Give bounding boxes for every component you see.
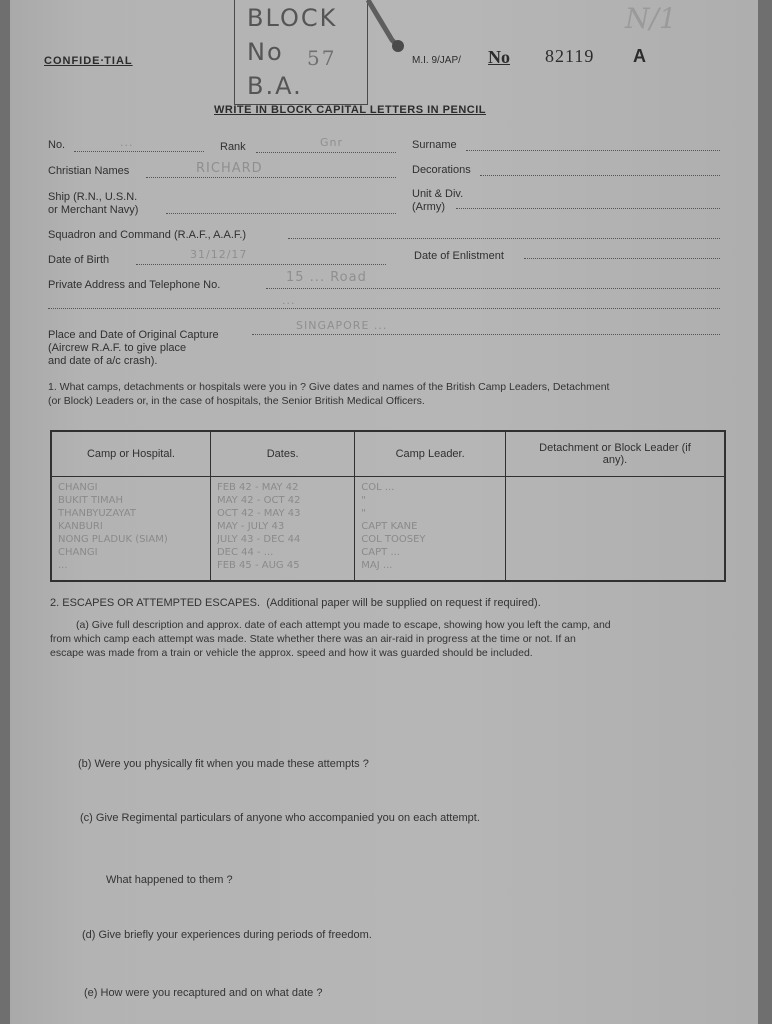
capture-label-1: Place and Date of Original Capture [48,329,219,341]
camp-cell [51,477,210,582]
section2-d: (d) Give briefly your experiences during periods of freedom. [82,929,372,941]
section2-title: 2. ESCAPES OR ATTEMPTED ESCAPES. (Additional paper will be supplied on request if required). [50,597,541,609]
table-row: CAPT ... [361,547,400,558]
table-row: CAPT KANE [361,521,418,532]
rank-line [256,152,396,153]
stamp-number: 57 [307,46,337,70]
no-label-field: No. [48,139,66,151]
table-row: OCT 42 - MAY 43 [216,508,301,519]
camps-table [50,430,726,582]
no-line [74,151,204,152]
table-row: MAY 42 - OCT 42 [216,495,301,506]
stamp-no: No [247,38,284,66]
no-value: ... [120,136,134,149]
section1-question-2: (or Block) Leaders or, in the case of hospitals, the Senior British Medical Officers. [48,395,425,407]
section2-b: (b) Were you physically fit when you made these attempts ? [78,758,369,770]
squadron-line [288,238,720,239]
dob-label: Date of Birth [48,254,110,266]
instruction-heading: WRITE IN BLOCK CAPITAL LETTERS IN PENCIL [214,104,486,116]
section2-a-line-1: (a) Give full description and approx. date of each attempt you made to escape, showing how you left the camp, and [76,619,611,631]
detachment-cell [505,477,725,582]
dates-cell [210,477,354,582]
table-row: " [361,495,366,506]
surname-label: Surname [412,139,457,151]
ship-line [166,213,396,214]
rank-value: Gnr [320,136,344,149]
corner-mark: N/1 [625,2,677,35]
capture-value: SINGAPORE ... [296,319,388,332]
address-line-2 [48,308,720,309]
table-row: THANBYUZAYAT [58,508,136,519]
address-value-1: 15 ... Road [286,270,367,285]
rank-label: Rank [220,141,246,153]
section2-a-line-3: escape was made from a train or vehicle the approx. speed and how it was guarded should be included. [50,647,533,659]
table-row: DEC 44 - ... [216,547,274,558]
section2-c-sub: What happened to them ? [106,874,233,886]
dob-line [136,264,386,265]
section1-question-1: 1. What camps, detachments or hospitals were you in ? Give dates and names of the British Camp Leaders, Detachment [48,381,610,393]
enlistment-line [524,258,720,259]
col-camp: Camp or Hospital. [51,431,210,477]
table-row: FEB 42 - MAY 42 [216,482,299,493]
decorations-line [480,175,720,176]
leader-cell [355,477,506,582]
table-row: NONG PLADUK (SIAM) [58,534,168,545]
section2-e: (e) How were you recaptured and on what date ? [84,987,323,999]
address-label: Private Address and Telephone No. [48,279,221,291]
section2-c: (c) Give Regimental particulars of anyone who accompanied you on each attempt. [80,812,480,824]
mi-code: M.I. 9/JAP/ [412,55,461,66]
form-letter: A [633,46,646,66]
stamp-ba: B.A. [247,72,303,100]
table-row: " [361,508,366,519]
table-row: MAY - JULY 43 [216,521,285,532]
unit-label-1: Unit & Div. [412,188,464,200]
decorations-label: Decorations [412,164,471,176]
no-label: No [488,47,510,67]
stamp-block: BLOCK [247,4,338,32]
section2-a-line-2: from which camp each attempt was made. State whether there was an air-raid in progress at the time or not. If an [50,633,576,645]
table-row: CHANGI [58,547,98,558]
unit-line [456,208,720,209]
col-dates: Dates. [210,431,354,477]
address-line-1 [266,288,720,289]
table-row: ... [58,560,68,571]
string-tie [360,0,410,60]
table-row: BUKIT TIMAH [58,495,124,506]
enlistment-label: Date of Enlistment [414,250,504,262]
table-row: JULY 43 - DEC 44 [216,534,301,545]
table-row: FEB 45 - AUG 45 [216,560,300,571]
dob-value: 31/12/17 [190,248,248,261]
capture-label-3: and date of a/c crash). [48,355,158,367]
capture-line [252,334,720,335]
christian-names-label: Christian Names [48,165,130,177]
ship-label-2: or Merchant Navy) [48,204,139,216]
christian-names-line [146,177,396,178]
squadron-label: Squadron and Command (R.A.F., A.A.F.) [48,229,247,241]
form-number: 82119 [545,46,595,66]
table-row: KANBURI [58,521,103,532]
capture-label-2: (Aircrew R.A.F. to give place [48,342,187,354]
table-row: COL TOOSEY [361,534,426,545]
address-value-2: ... [282,294,296,307]
table-row: CHANGI [58,482,98,493]
confidential-label: CONFIDE·TIAL [44,55,133,67]
ship-label-1: Ship (R.N., U.S.N. [48,191,138,203]
unit-label-2: (Army) [412,201,445,213]
block-stamp [234,0,368,105]
table-row: MAJ ... [361,560,393,571]
col-leader: Camp Leader. [355,431,506,477]
table-row: COL ... [361,482,395,493]
christian-names-value: RICHARD [196,161,263,176]
surname-line [466,150,720,151]
col-detachment: Detachment or Block Leader (if any). [505,431,725,477]
